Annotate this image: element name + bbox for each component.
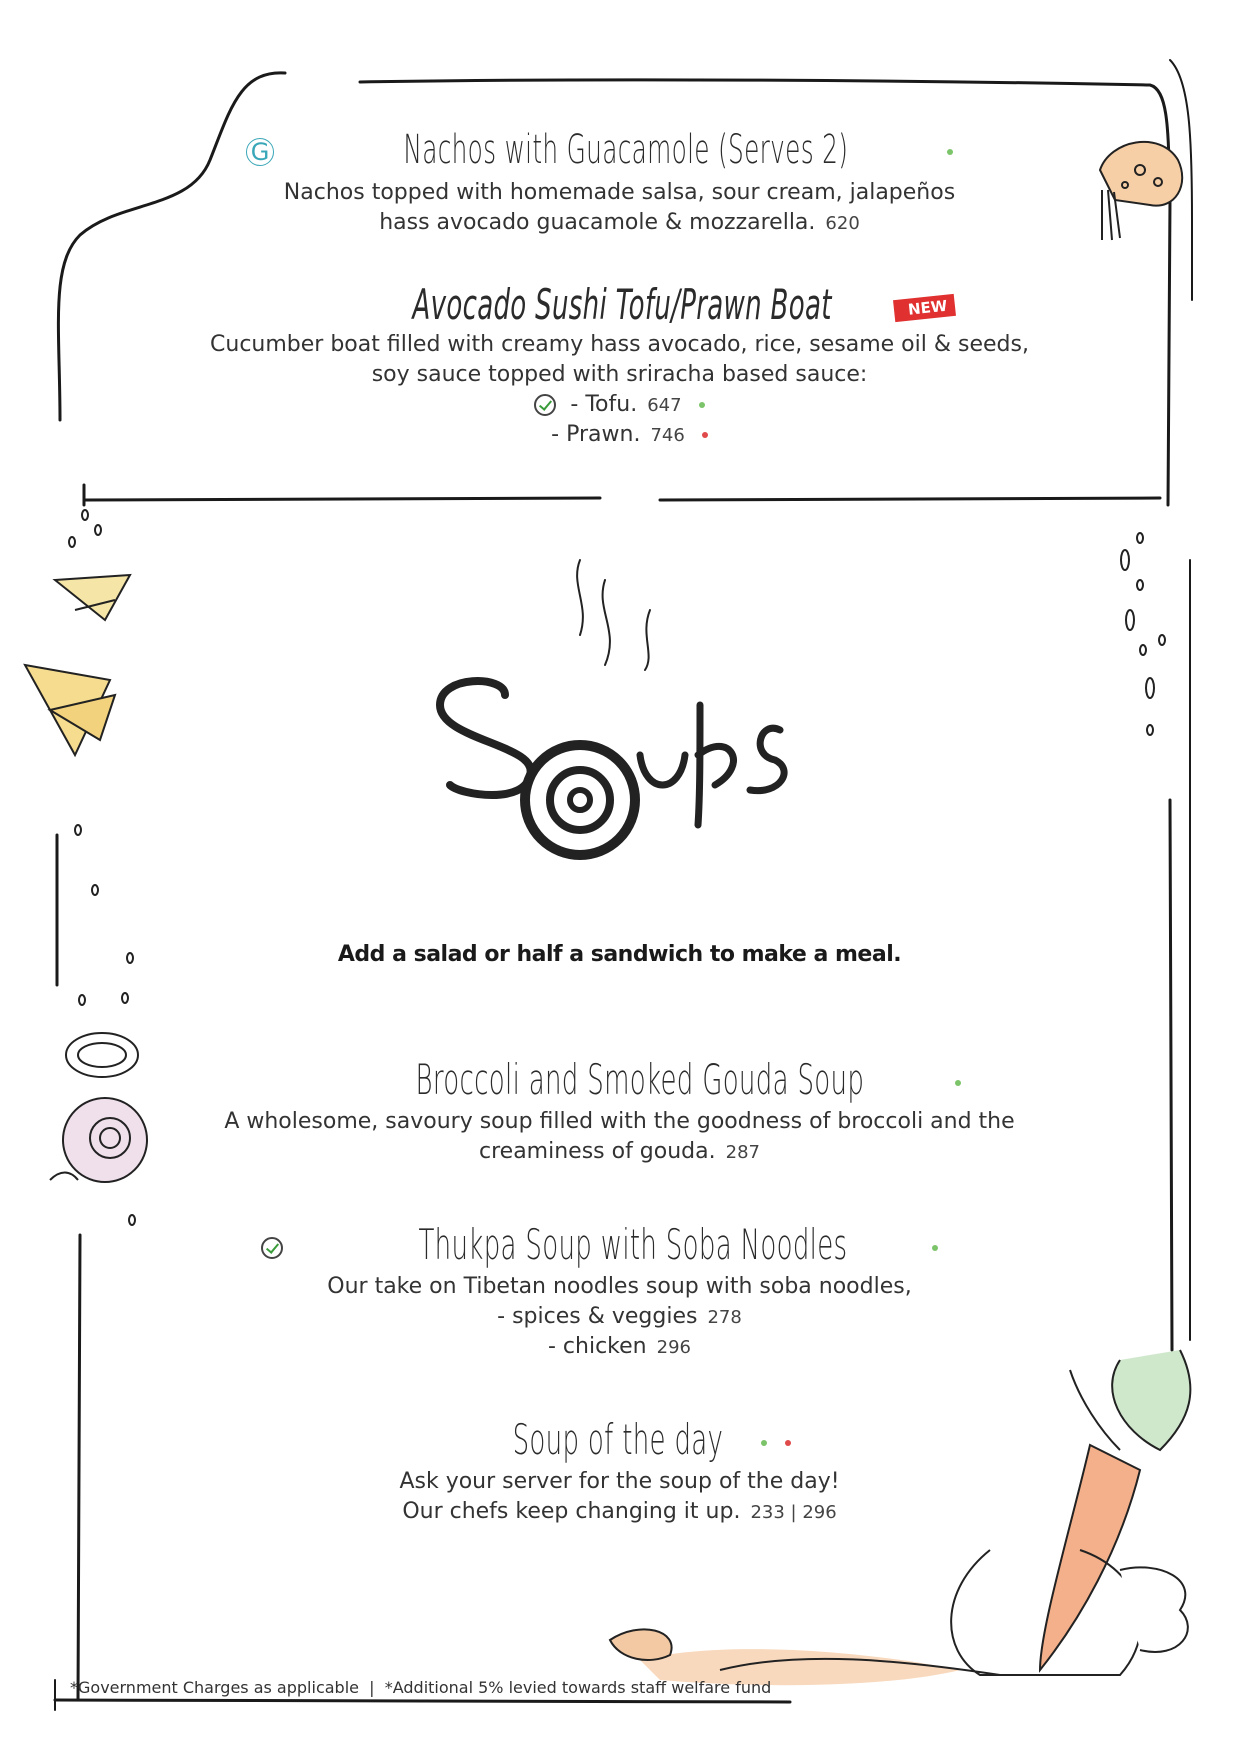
broccoli-item — [0, 1055, 1239, 1104]
broccoli-title: Broccoli and Smoked Gouda Soup — [415, 1055, 865, 1104]
soup-of-day-title: Soup of the day — [512, 1415, 724, 1464]
prawn-label: - Prawn. — [551, 422, 641, 447]
thukpa-option-chicken — [0, 1332, 1239, 1363]
gluten-free-icon: G — [246, 138, 274, 166]
nachos-desc-2: hass avocado guacamole & mozzarella. — [379, 210, 816, 235]
new-tag: NEW — [893, 293, 956, 321]
veg-dot-icon — [761, 1440, 767, 1446]
soups-tagline: Add a salad or half a sandwich to make a meal. — [337, 942, 902, 967]
broccoli-desc-2: creaminess of gouda. — [479, 1139, 716, 1164]
thukpa-item — [0, 1220, 1239, 1269]
thukpa-veg-price: 278 — [707, 1307, 742, 1328]
sushi-option-prawn — [0, 420, 1239, 451]
thukpa-chicken-label: - chicken — [548, 1334, 647, 1359]
thukpa-chicken-price: 296 — [656, 1337, 691, 1358]
vegan-check-icon — [534, 394, 556, 416]
sushi-item — [0, 280, 1239, 329]
footer-note: *Government Charges as applicable | *Additional 5% levied towards staff welfare fund — [70, 1678, 772, 1697]
nachos-item — [0, 128, 1239, 172]
sushi-title: Avocado Sushi Tofu/Prawn Boat — [412, 280, 832, 329]
nachos-title: Nachos with Guacamole (Serves 2) — [403, 127, 848, 173]
broccoli-desc-1: A wholesome, savoury soup filled with the goodness of broccoli and the — [224, 1109, 1015, 1134]
thukpa-desc-1: Our take on Tibetan noodles soup with soba noodles, — [327, 1274, 912, 1299]
nonveg-dot-icon — [785, 1440, 791, 1446]
soup-of-day-item — [0, 1415, 1239, 1464]
thukpa-option-veg — [0, 1302, 1239, 1333]
nachos-desc-2-row — [0, 208, 1239, 239]
veg-dot-icon — [699, 402, 705, 408]
sushi-desc-1: Cucumber boat filled with creamy hass avocado, rice, sesame oil & seeds, — [210, 332, 1029, 357]
nonveg-dot-icon — [702, 432, 708, 438]
vegan-check-icon — [261, 1237, 283, 1259]
veg-dot-icon — [947, 149, 953, 155]
soup-of-day-desc-1: Ask your server for the soup of the day! — [399, 1469, 840, 1494]
thukpa-title: Thukpa Soup with Soba Noodles — [418, 1220, 847, 1269]
veg-dot-icon — [955, 1080, 961, 1086]
sushi-desc-2: soy sauce topped with sriracha based sauce: — [371, 362, 868, 387]
sushi-option-tofu — [0, 390, 1239, 421]
tofu-label: - Tofu. — [570, 392, 638, 417]
tofu-price: 647 — [647, 395, 682, 416]
soup-of-day-desc-2-row — [0, 1497, 1239, 1528]
soup-of-day-desc-2: Our chefs keep changing it up. — [402, 1499, 741, 1524]
broccoli-desc-2-row — [0, 1137, 1239, 1168]
broccoli-price: 287 — [725, 1142, 760, 1163]
prawn-price: 746 — [650, 425, 685, 446]
nachos-desc-1: Nachos topped with homemade salsa, sour cream, jalapeños — [283, 180, 956, 205]
soups-heading-text: Soups — [620, 745, 624, 746]
veg-dot-icon — [932, 1245, 938, 1251]
soups-heading-art — [430, 555, 810, 895]
thukpa-veg-label: - spices & veggies — [497, 1304, 698, 1329]
soup-of-day-price: 233 | 296 — [750, 1502, 837, 1523]
nachos-price: 620 — [825, 213, 860, 234]
